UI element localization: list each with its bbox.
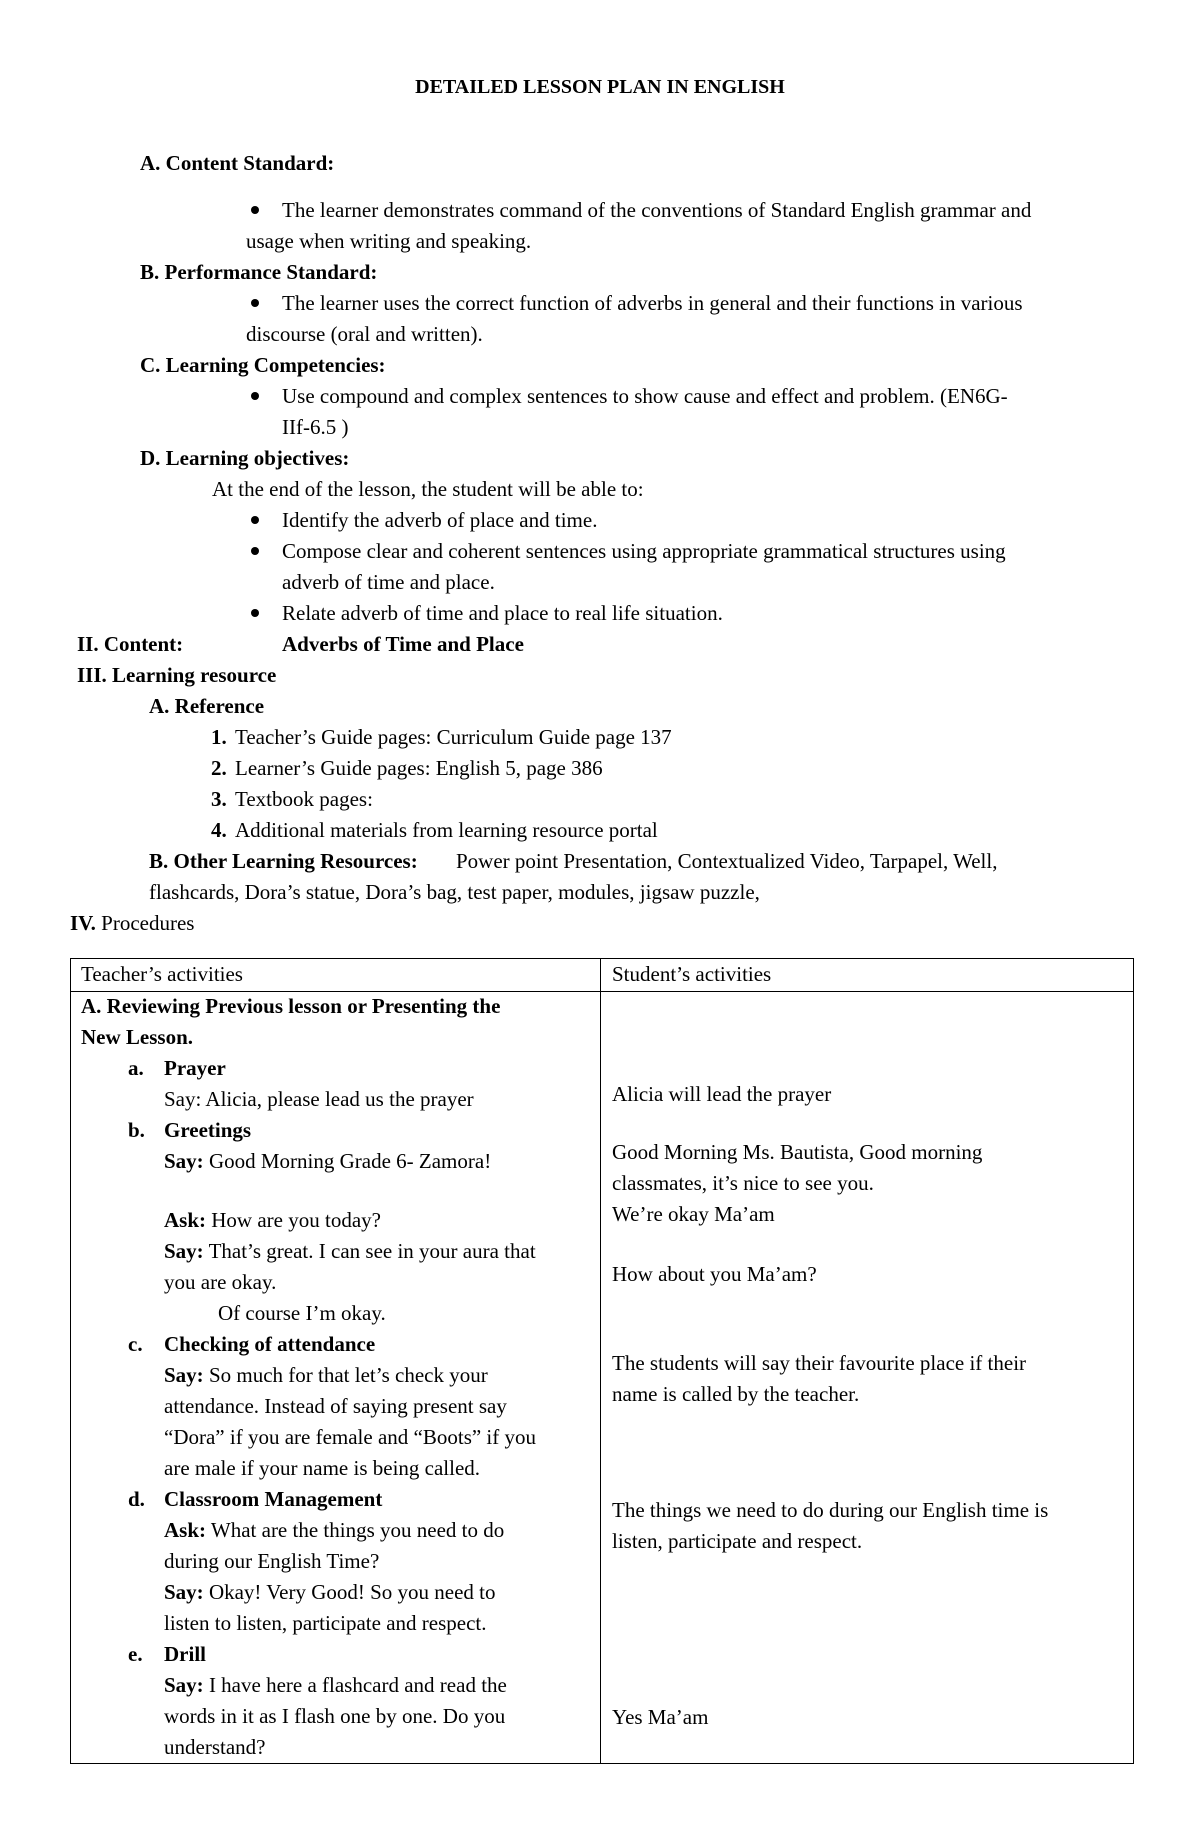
management-ask <box>164 1515 504 1546</box>
section-title-line1: A. Reviewing Previous lesson or Presenting the <box>81 994 501 1018</box>
greetings-say-text: Good Morning Grade 6- Zamora! <box>208 1149 492 1173</box>
drill-line2: words in it as I flash one by one. Do you <box>164 1704 506 1728</box>
column-divider <box>600 959 601 1763</box>
performance-standard-line1: The learner uses the correct function of adverbs in general and their functions in various <box>282 291 1023 315</box>
objective-2-line1: Compose clear and coherent sentences using appropriate grammatical structures using <box>282 539 1006 563</box>
say-label: Say: <box>164 1149 204 1173</box>
attendance-title: Checking of attendance <box>164 1332 376 1356</box>
management-say-line1: Okay! Very Good! So you need to <box>208 1580 496 1604</box>
bullet-icon <box>251 547 259 555</box>
content-standard-heading: A. Content Standard: <box>140 151 335 175</box>
ask-label: Ask: <box>164 1208 207 1232</box>
greetings-say2 <box>164 1236 536 1267</box>
section-title-line2: New Lesson. <box>81 1025 194 1049</box>
bullet-icon <box>251 206 259 214</box>
greetings-say <box>164 1146 491 1177</box>
learning-competencies-line2: IIf-6.5 ) <box>282 415 349 439</box>
attendance-say <box>164 1360 488 1391</box>
reference-item: Textbook pages: <box>235 787 373 811</box>
prayer-letter: a. <box>128 1056 144 1080</box>
learning-competencies-heading: C. Learning Competencies: <box>140 353 386 377</box>
management-ask-line1: What are the things you need to do <box>210 1518 505 1542</box>
content-value: Adverbs of Time and Place <box>282 632 524 656</box>
say-label: Say: <box>164 1239 204 1263</box>
management-say <box>164 1577 496 1608</box>
procedures-heading <box>70 908 194 939</box>
other-resources-line1: Power point Presentation, Contextualized Video, Tarpapel, Well, <box>456 849 998 873</box>
student-attendance-line1: The students will say their favourite place if their <box>612 1351 1027 1375</box>
reference-item: Learner’s Guide pages: English 5, page 386 <box>235 756 603 780</box>
say-label: Say: <box>164 1580 204 1604</box>
attendance-line1: So much for that let’s check your <box>208 1363 488 1387</box>
say-label: Say: <box>164 1363 204 1387</box>
content-standard-line1: The learner demonstrates command of the conventions of Standard English grammar and <box>282 198 1032 222</box>
attendance-line2: attendance. Instead of saying present say <box>164 1394 507 1418</box>
student-greetings-line2: classmates, it’s nice to see you. <box>612 1171 874 1195</box>
content-standard-line2: usage when writing and speaking. <box>246 229 532 253</box>
student-greetings-line4: How about you Ma’am? <box>612 1262 817 1286</box>
objective-3: Relate adverb of time and place to real life situation. <box>282 601 723 625</box>
drill-say <box>164 1670 507 1701</box>
reference-number: 1. <box>211 725 227 749</box>
other-resources-line2: flashcards, Dora’s statue, Dora’s bag, test paper, modules, jigsaw puzzle, <box>149 880 760 904</box>
student-prayer: Alicia will lead the prayer <box>612 1082 832 1106</box>
greetings-say2-line3: Of course I’m okay. <box>218 1301 386 1325</box>
drill-letter: e. <box>128 1642 143 1666</box>
bullet-icon <box>251 609 259 617</box>
drill-title: Drill <box>164 1642 206 1666</box>
student-attendance-line2: name is called by the teacher. <box>612 1382 860 1406</box>
performance-standard-line2: discourse (oral and written). <box>246 322 483 346</box>
greetings-letter: b. <box>128 1118 145 1142</box>
student-drill: Yes Ma’am <box>612 1705 709 1729</box>
content-label: II. Content: <box>77 632 184 656</box>
reference-item: Additional materials from learning resource portal <box>235 818 658 842</box>
other-resources-label: B. Other Learning Resources: <box>149 849 418 873</box>
learning-objectives-intro: At the end of the lesson, the student will be able to: <box>212 477 644 501</box>
ask-label: Ask: <box>164 1518 207 1542</box>
greetings-say2-line1: That’s great. I can see in your aura that <box>208 1239 536 1263</box>
bullet-icon <box>251 516 259 524</box>
greetings-ask-text: How are you today? <box>211 1208 381 1232</box>
reference-heading: A. Reference <box>149 694 265 718</box>
procedures-table <box>70 958 1134 1764</box>
greetings-say2-line2: you are okay. <box>164 1270 277 1294</box>
document-title: DETAILED LESSON PLAN IN ENGLISH <box>415 76 785 98</box>
objective-1: Identify the adverb of place and time. <box>282 508 598 532</box>
learning-resource-heading: III. Learning resource <box>77 663 277 687</box>
student-management-line2: listen, participate and respect. <box>612 1529 863 1553</box>
management-say-line2: listen to listen, participate and respect. <box>164 1611 487 1635</box>
procedures-label: IV. <box>70 911 96 935</box>
learning-objectives-heading: D. Learning objectives: <box>140 446 350 470</box>
attendance-letter: c. <box>128 1332 143 1356</box>
student-management-line1: The things we need to do during our English time is <box>612 1498 1049 1522</box>
reference-item: Teacher’s Guide pages: Curriculum Guide page 137 <box>235 725 672 749</box>
reference-number: 2. <box>211 756 227 780</box>
attendance-line4: are male if your name is being called. <box>164 1456 481 1480</box>
student-greetings-line1: Good Morning Ms. Bautista, Good morning <box>612 1140 983 1164</box>
management-ask-line2: during our English Time? <box>164 1549 380 1573</box>
prayer-title: Prayer <box>164 1056 226 1080</box>
learning-competencies-line1: Use compound and complex sentences to show cause and effect and problem. (EN6G- <box>282 384 1008 408</box>
bullet-icon <box>251 392 259 400</box>
performance-standard-heading: B. Performance Standard: <box>140 260 378 284</box>
student-activities-header: Student’s activities <box>612 962 772 986</box>
say-label: Say: <box>164 1673 204 1697</box>
bullet-icon <box>251 299 259 307</box>
reference-number: 4. <box>211 818 227 842</box>
attendance-line3: “Dora” if you are female and “Boots” if you <box>164 1425 537 1449</box>
greetings-ask <box>164 1205 381 1236</box>
drill-line3: understand? <box>164 1735 266 1759</box>
objective-2-line2: adverb of time and place. <box>282 570 495 594</box>
teacher-activities-header: Teacher’s activities <box>81 962 243 986</box>
student-greetings-line3: We’re okay Ma’am <box>612 1202 775 1226</box>
reference-number: 3. <box>211 787 227 811</box>
management-title: Classroom Management <box>164 1487 383 1511</box>
prayer-say: Say: Alicia, please lead us the prayer <box>164 1087 474 1111</box>
management-letter: d. <box>128 1487 145 1511</box>
greetings-title: Greetings <box>164 1118 252 1142</box>
drill-line1: I have here a flashcard and read the <box>208 1673 507 1697</box>
procedures-text: Procedures <box>101 911 195 935</box>
